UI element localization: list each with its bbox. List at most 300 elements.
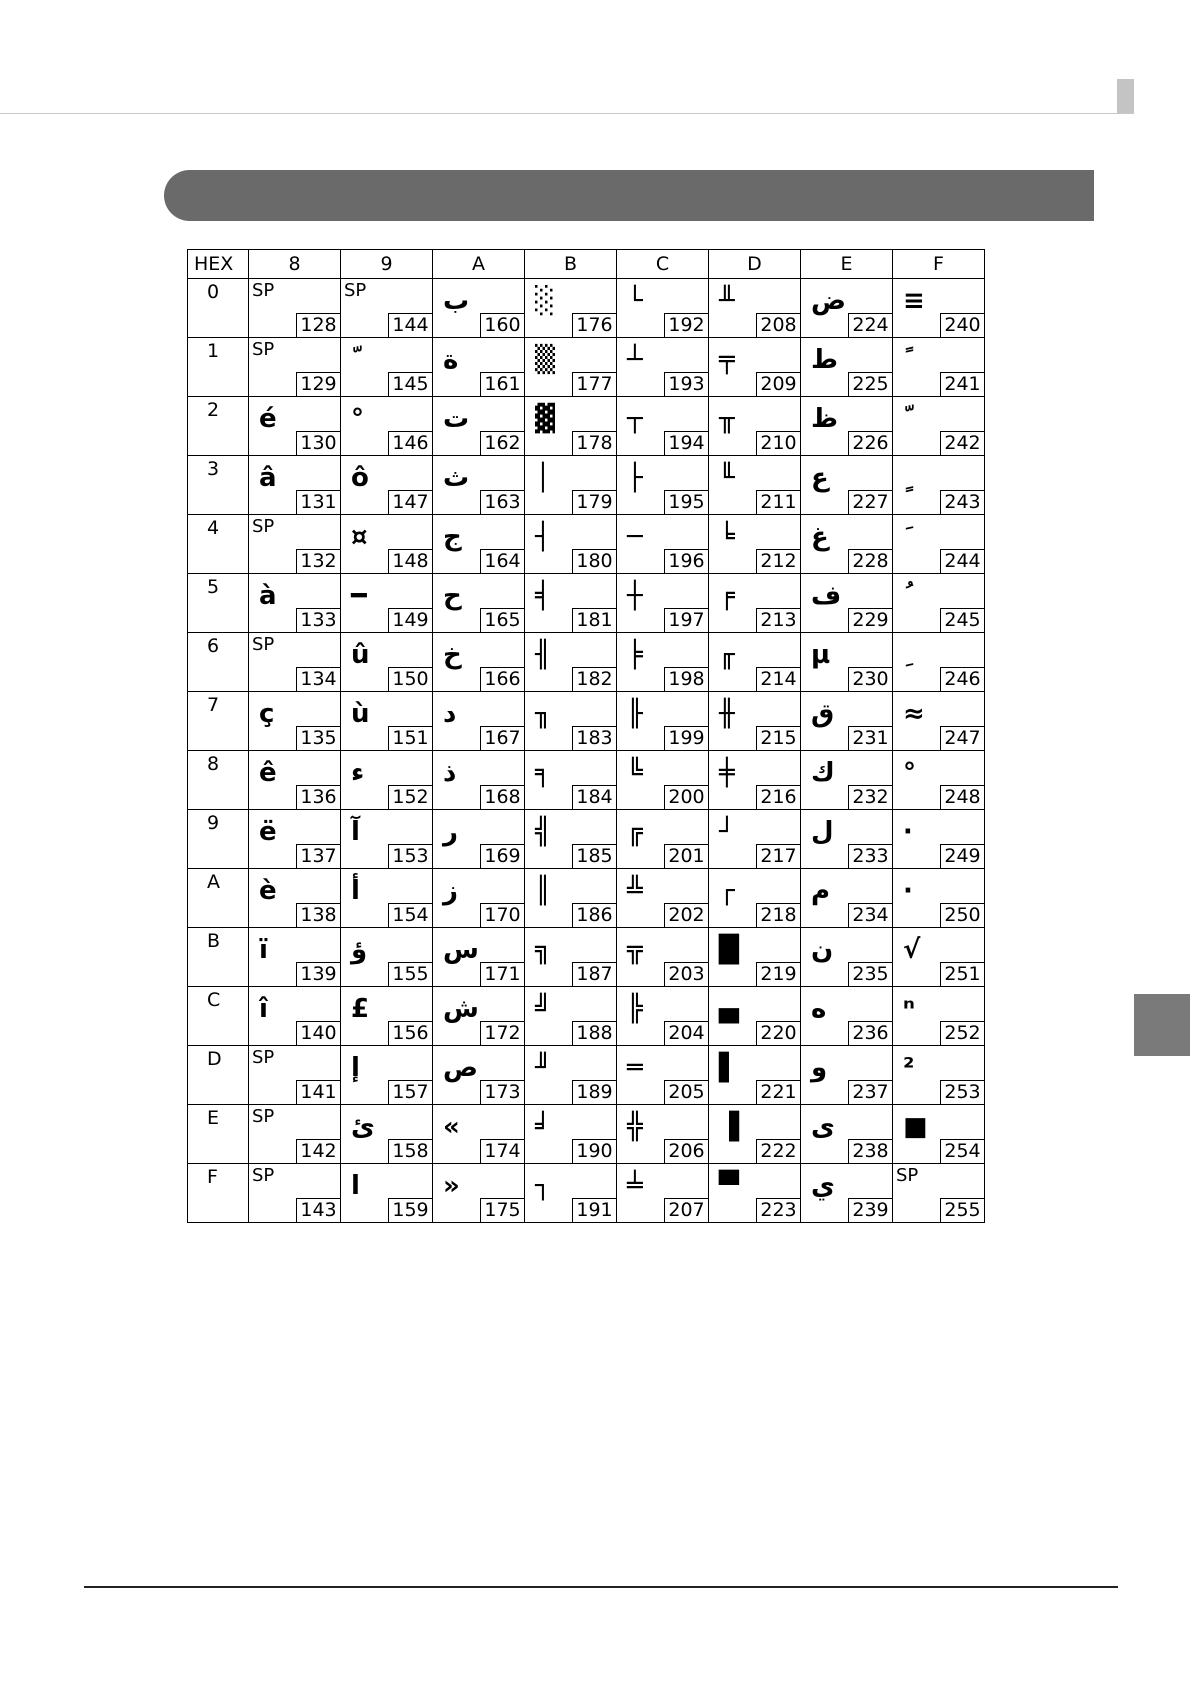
char-cell: [341, 397, 433, 456]
char-cell: [341, 751, 433, 810]
char-decimal-code: 204: [664, 1021, 708, 1045]
char-cell: [341, 987, 433, 1046]
char-decimal-code: 235: [848, 962, 892, 986]
char-cell: [893, 987, 985, 1046]
char-glyph: ء: [351, 758, 365, 788]
table-header-row: [188, 250, 985, 279]
char-decimal-code: 186: [572, 903, 616, 927]
char-decimal-code: 151: [388, 726, 432, 750]
char-decimal-code: 228: [848, 549, 892, 573]
char-glyph: ╪: [719, 758, 735, 788]
char-cell: [249, 1164, 341, 1223]
char-glyph: ر: [443, 817, 458, 847]
char-decimal-code: 226: [848, 431, 892, 455]
char-cell: [249, 810, 341, 869]
char-cell: [893, 633, 985, 692]
char-cell: [341, 338, 433, 397]
row-header-5: 5: [188, 574, 249, 633]
char-glyph: ô: [351, 463, 369, 493]
char-glyph: ≡: [903, 286, 925, 316]
char-glyph: ╤: [719, 345, 735, 375]
char-cell: [525, 751, 617, 810]
table-row: [188, 692, 985, 751]
row-header-8: 8: [188, 751, 249, 810]
char-decimal-code: 149: [388, 608, 432, 632]
char-glyph: £: [351, 994, 370, 1024]
char-glyph: ف: [811, 581, 842, 611]
table-row: [188, 515, 985, 574]
char-glyph: ╨: [719, 286, 735, 316]
char-decimal-code: 136: [296, 785, 340, 809]
char-glyph: «: [443, 1112, 460, 1142]
char-decimal-code: 138: [296, 903, 340, 927]
char-decimal-code: 148: [388, 549, 432, 573]
char-decimal-code: 203: [664, 962, 708, 986]
char-glyph: ج: [443, 522, 462, 552]
char-cell: [525, 397, 617, 456]
char-glyph: è: [259, 876, 277, 906]
char-glyph: »: [443, 1171, 460, 1201]
char-decimal-code: 196: [664, 549, 708, 573]
char-decimal-code: 155: [388, 962, 432, 986]
column-header-e: E: [801, 250, 893, 279]
char-cell: [433, 633, 525, 692]
char-cell: [433, 692, 525, 751]
char-cell: [433, 397, 525, 456]
char-cell: [893, 338, 985, 397]
char-cell: [893, 928, 985, 987]
char-cell: [893, 1164, 985, 1223]
char-cell: [801, 751, 893, 810]
char-decimal-code: 252: [940, 1021, 984, 1045]
char-cell: [709, 338, 801, 397]
char-glyph: ع: [811, 463, 829, 493]
char-decimal-code: 200: [664, 785, 708, 809]
char-cell: [709, 1046, 801, 1105]
char-decimal-code: 212: [756, 549, 800, 573]
char-glyph: ╩: [627, 876, 643, 906]
char-cell: [525, 456, 617, 515]
char-cell: [893, 279, 985, 338]
char-cell: [709, 1164, 801, 1223]
code-page-table: [187, 249, 985, 1223]
char-cell: [341, 1046, 433, 1105]
row-header-4: 4: [188, 515, 249, 574]
char-glyph: µ: [811, 640, 831, 670]
char-decimal-code: 160: [480, 313, 524, 337]
table-row: [188, 751, 985, 810]
char-cell: [341, 574, 433, 633]
char-cell: [801, 928, 893, 987]
char-decimal-code: 220: [756, 1021, 800, 1045]
char-glyph: SP: [252, 1047, 275, 1068]
char-decimal-code: 240: [940, 313, 984, 337]
char-decimal-code: 221: [756, 1080, 800, 1104]
char-glyph: ┼: [627, 581, 643, 611]
char-glyph: SP: [252, 634, 275, 655]
char-cell: [341, 515, 433, 574]
char-decimal-code: 156: [388, 1021, 432, 1045]
char-glyph: ╚: [627, 758, 643, 788]
char-cell: [525, 987, 617, 1046]
char-decimal-code: 183: [572, 726, 616, 750]
char-glyph: ح: [443, 581, 462, 611]
char-decimal-code: 192: [664, 313, 708, 337]
char-cell: [433, 574, 525, 633]
char-cell: [525, 928, 617, 987]
char-decimal-code: 244: [940, 549, 984, 573]
char-decimal-code: 232: [848, 785, 892, 809]
table-row: [188, 338, 985, 397]
char-decimal-code: 243: [940, 490, 984, 514]
char-glyph: ▌: [719, 1053, 739, 1083]
char-cell: [617, 574, 709, 633]
table-row: [188, 633, 985, 692]
char-decimal-code: 250: [940, 903, 984, 927]
char-decimal-code: 231: [848, 726, 892, 750]
char-decimal-code: 167: [480, 726, 524, 750]
char-glyph: î: [259, 994, 268, 1024]
char-cell: [893, 810, 985, 869]
column-header-d: D: [709, 250, 801, 279]
char-glyph: ن: [811, 935, 834, 965]
char-cell: [341, 692, 433, 751]
char-cell: [709, 810, 801, 869]
table-body: [188, 279, 985, 1223]
char-glyph: SP: [252, 339, 275, 360]
char-decimal-code: 180: [572, 549, 616, 573]
char-cell: [433, 810, 525, 869]
char-cell: [433, 928, 525, 987]
char-decimal-code: 227: [848, 490, 892, 514]
char-glyph: ╜: [535, 1053, 551, 1083]
char-glyph: ⁿ: [903, 994, 915, 1024]
char-glyph: └: [627, 286, 643, 316]
char-glyph: ━: [351, 581, 367, 611]
char-decimal-code: 193: [664, 372, 708, 396]
char-cell: [709, 574, 801, 633]
char-decimal-code: 253: [940, 1080, 984, 1104]
char-cell: [525, 574, 617, 633]
char-decimal-code: 187: [572, 962, 616, 986]
char-cell: [617, 397, 709, 456]
char-glyph: خ: [443, 640, 462, 670]
char-glyph: ╞: [627, 640, 643, 670]
char-decimal-code: 195: [664, 490, 708, 514]
char-cell: [709, 633, 801, 692]
char-decimal-code: 238: [848, 1139, 892, 1163]
char-glyph: ذ: [443, 758, 457, 788]
char-cell: [433, 1046, 525, 1105]
char-cell: [617, 692, 709, 751]
char-glyph: à: [259, 581, 277, 611]
char-cell: [249, 692, 341, 751]
row-header-2: 2: [188, 397, 249, 456]
char-decimal-code: 201: [664, 844, 708, 868]
char-cell: [433, 456, 525, 515]
char-cell: [525, 515, 617, 574]
char-decimal-code: 198: [664, 667, 708, 691]
char-decimal-code: 153: [388, 844, 432, 868]
char-decimal-code: 135: [296, 726, 340, 750]
char-decimal-code: 159: [388, 1198, 432, 1222]
char-glyph: é: [259, 404, 277, 434]
char-decimal-code: 246: [940, 667, 984, 691]
char-decimal-code: 210: [756, 431, 800, 455]
char-decimal-code: 168: [480, 785, 524, 809]
char-glyph: ض: [811, 286, 846, 316]
table-row: [188, 1164, 985, 1223]
char-glyph: ق: [811, 699, 835, 729]
char-decimal-code: 255: [940, 1198, 984, 1222]
char-cell: [249, 1046, 341, 1105]
char-decimal-code: 230: [848, 667, 892, 691]
char-glyph: د: [443, 699, 457, 729]
table-row: [188, 928, 985, 987]
char-decimal-code: 217: [756, 844, 800, 868]
char-cell: [525, 1046, 617, 1105]
char-glyph: ²: [903, 1053, 915, 1083]
char-cell: [433, 279, 525, 338]
char-glyph: ╙: [719, 463, 735, 493]
char-glyph: ث: [443, 463, 470, 493]
char-decimal-code: 172: [480, 1021, 524, 1045]
char-glyph: ▄: [719, 994, 739, 1024]
char-glyph: ز: [443, 876, 458, 906]
row-header-1: 1: [188, 338, 249, 397]
char-cell: [617, 869, 709, 928]
char-cell: [709, 751, 801, 810]
char-cell: [433, 515, 525, 574]
char-decimal-code: 147: [388, 490, 432, 514]
char-glyph: SP: [252, 1106, 275, 1127]
char-decimal-code: 208: [756, 313, 800, 337]
char-cell: [525, 692, 617, 751]
table-row: [188, 987, 985, 1046]
char-decimal-code: 249: [940, 844, 984, 868]
char-glyph: °: [903, 758, 916, 788]
char-decimal-code: 216: [756, 785, 800, 809]
char-cell: [341, 810, 433, 869]
char-cell: [801, 1046, 893, 1105]
char-cell: [525, 279, 617, 338]
table-row: [188, 869, 985, 928]
char-glyph: ╧: [627, 1171, 643, 1201]
char-decimal-code: 169: [480, 844, 524, 868]
char-cell: [525, 338, 617, 397]
char-glyph: ┴: [627, 345, 643, 375]
char-cell: [433, 751, 525, 810]
char-decimal-code: 174: [480, 1139, 524, 1163]
char-decimal-code: 131: [296, 490, 340, 514]
char-cell: [433, 869, 525, 928]
char-decimal-code: 129: [296, 372, 340, 396]
char-decimal-code: 170: [480, 903, 524, 927]
char-glyph: â: [259, 463, 277, 493]
char-glyph: ╘: [719, 522, 735, 552]
char-cell: [249, 574, 341, 633]
char-decimal-code: 199: [664, 726, 708, 750]
char-decimal-code: 222: [756, 1139, 800, 1163]
char-cell: [893, 869, 985, 928]
char-decimal-code: 134: [296, 667, 340, 691]
char-cell: [433, 1105, 525, 1164]
column-header-9: 9: [341, 250, 433, 279]
char-cell: [801, 515, 893, 574]
char-glyph: ≈: [903, 699, 925, 729]
char-glyph: ب: [443, 286, 470, 316]
char-glyph: م: [811, 876, 831, 906]
char-glyph: ╠: [627, 994, 643, 1024]
char-decimal-code: 247: [940, 726, 984, 750]
table-row: [188, 397, 985, 456]
char-decimal-code: 179: [572, 490, 616, 514]
char-cell: [801, 633, 893, 692]
char-cell: [617, 1164, 709, 1223]
char-decimal-code: 157: [388, 1080, 432, 1104]
char-glyph: ╛: [535, 1112, 551, 1142]
char-glyph: ∙: [903, 817, 913, 847]
char-glyph: ╢: [535, 640, 551, 670]
char-glyph: █: [719, 935, 739, 965]
char-cell: [709, 456, 801, 515]
footer-rule: [84, 1586, 1118, 1588]
char-cell: [617, 279, 709, 338]
char-decimal-code: 224: [848, 313, 892, 337]
char-decimal-code: 146: [388, 431, 432, 455]
char-cell: [249, 456, 341, 515]
char-decimal-code: 163: [480, 490, 524, 514]
char-glyph: آ: [351, 817, 360, 847]
char-glyph: ا: [351, 1171, 360, 1201]
column-header-c: C: [617, 250, 709, 279]
table-row: [188, 810, 985, 869]
char-decimal-code: 181: [572, 608, 616, 632]
char-decimal-code: 164: [480, 549, 524, 573]
char-cell: [341, 869, 433, 928]
char-decimal-code: 165: [480, 608, 524, 632]
char-decimal-code: 207: [664, 1198, 708, 1222]
char-decimal-code: 194: [664, 431, 708, 455]
char-cell: [893, 1105, 985, 1164]
char-decimal-code: 130: [296, 431, 340, 455]
char-glyph: SP: [344, 280, 367, 301]
char-cell: [525, 1105, 617, 1164]
char-glyph: ─: [627, 522, 643, 552]
char-glyph: ▒: [535, 345, 555, 375]
char-cell: [893, 1046, 985, 1105]
char-glyph: ·: [903, 876, 913, 906]
char-glyph: SP: [896, 1165, 919, 1186]
char-glyph: ╟: [627, 699, 643, 729]
char-decimal-code: 128: [296, 313, 340, 337]
row-header-e: E: [188, 1105, 249, 1164]
char-cell: [249, 338, 341, 397]
char-cell: [249, 633, 341, 692]
char-glyph: ┌: [719, 876, 735, 906]
char-decimal-code: 234: [848, 903, 892, 927]
char-decimal-code: 245: [940, 608, 984, 632]
char-cell: [525, 869, 617, 928]
char-cell: [709, 987, 801, 1046]
row-header-d: D: [188, 1046, 249, 1105]
char-decimal-code: 175: [480, 1198, 524, 1222]
char-glyph: SP: [252, 1165, 275, 1186]
char-cell: [801, 397, 893, 456]
char-decimal-code: 251: [940, 962, 984, 986]
row-header-c: C: [188, 987, 249, 1046]
column-header-f: F: [893, 250, 985, 279]
char-decimal-code: 202: [664, 903, 708, 927]
char-cell: [709, 515, 801, 574]
row-header-f: F: [188, 1164, 249, 1223]
char-decimal-code: 154: [388, 903, 432, 927]
char-cell: [801, 1105, 893, 1164]
char-glyph: إ: [351, 1053, 360, 1083]
char-glyph: ╡: [535, 581, 551, 611]
char-decimal-code: 233: [848, 844, 892, 868]
char-glyph: ت: [443, 404, 470, 434]
char-cell: [893, 515, 985, 574]
char-glyph: ل: [811, 817, 834, 847]
row-header-b: B: [188, 928, 249, 987]
char-cell: [801, 987, 893, 1046]
char-decimal-code: 132: [296, 549, 340, 573]
char-decimal-code: 137: [296, 844, 340, 868]
char-glyph: ╣: [535, 817, 551, 847]
char-cell: [433, 1164, 525, 1223]
char-glyph: ┐: [535, 1171, 551, 1201]
char-glyph: ┘: [719, 817, 735, 847]
char-glyph: ç: [259, 699, 275, 729]
char-decimal-code: 254: [940, 1139, 984, 1163]
table-row: [188, 1105, 985, 1164]
char-decimal-code: 218: [756, 903, 800, 927]
char-decimal-code: 239: [848, 1198, 892, 1222]
char-decimal-code: 191: [572, 1198, 616, 1222]
char-cell: [617, 633, 709, 692]
char-cell: [801, 338, 893, 397]
char-glyph: ▐: [719, 1112, 739, 1142]
char-cell: [617, 928, 709, 987]
char-cell: [249, 397, 341, 456]
char-glyph: ط: [811, 345, 839, 375]
char-cell: [709, 397, 801, 456]
row-header-7: 7: [188, 692, 249, 751]
char-decimal-code: 242: [940, 431, 984, 455]
char-glyph: ░: [535, 286, 555, 316]
char-glyph: ╬: [627, 1112, 643, 1142]
char-decimal-code: 189: [572, 1080, 616, 1104]
char-decimal-code: 229: [848, 608, 892, 632]
char-glyph: ╒: [719, 581, 735, 611]
char-glyph: ▀: [719, 1171, 739, 1201]
char-glyph: ش: [443, 994, 479, 1024]
char-cell: [525, 810, 617, 869]
char-glyph: ة: [443, 345, 459, 375]
char-glyph: ║: [535, 876, 551, 906]
char-decimal-code: 236: [848, 1021, 892, 1045]
char-glyph: ص: [443, 1053, 478, 1083]
table-row: [188, 279, 985, 338]
char-cell: [341, 928, 433, 987]
char-cell: [341, 1105, 433, 1164]
char-decimal-code: 141: [296, 1080, 340, 1104]
char-decimal-code: 184: [572, 785, 616, 809]
char-glyph: °: [351, 404, 364, 434]
char-decimal-code: 248: [940, 785, 984, 809]
char-cell: [893, 692, 985, 751]
